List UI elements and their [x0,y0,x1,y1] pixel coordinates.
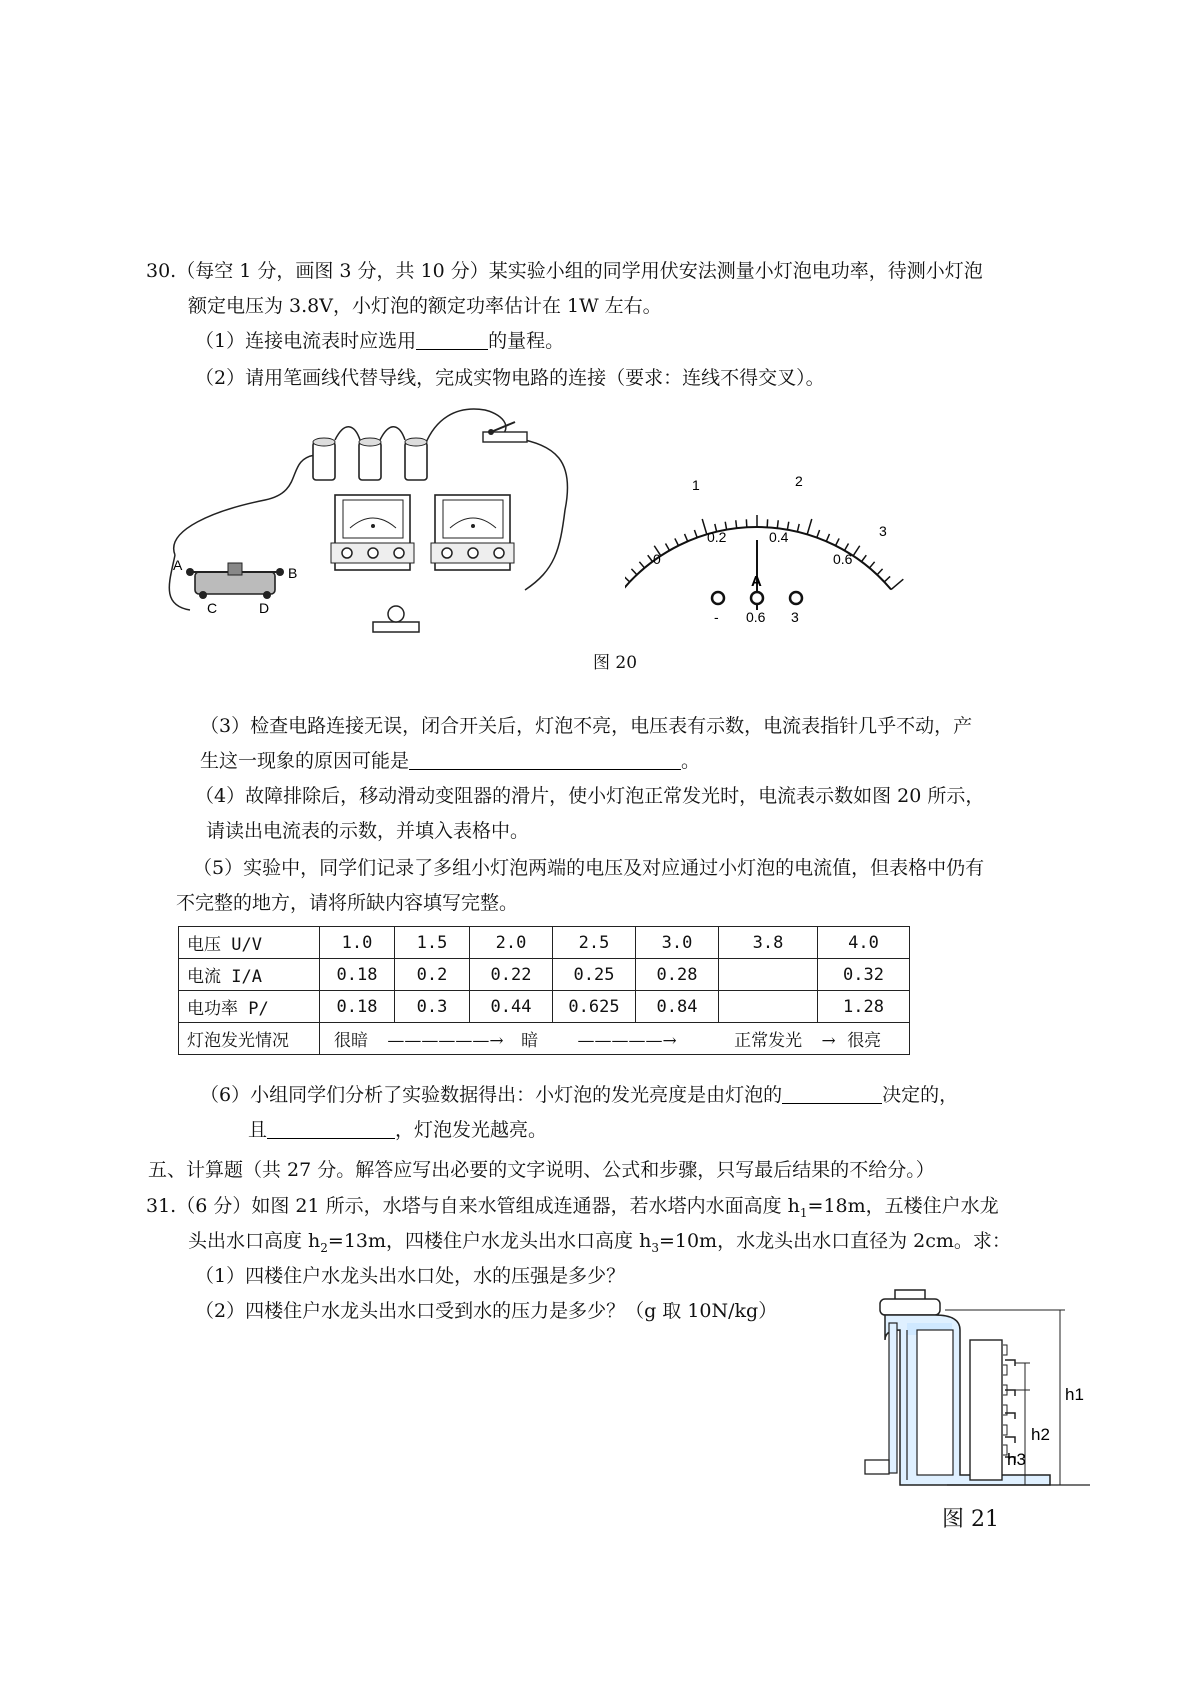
scale-tick [853,546,860,556]
ammeter-scale-ticks [625,515,903,590]
ammeter-unit: A [751,573,762,590]
scale-tick [869,562,874,568]
q31-sub2: （2）四楼住户水龙头出水口受到水的压力是多少？（g 取 10N/kg） [195,1300,778,1322]
q30-sub6-text: （6）小组同学们分析了实验数据得出：小灯泡的发光亮度是由灯泡的 [200,1084,783,1106]
water-tower-figure [855,1285,1105,1495]
q31-line1 [146,1193,999,1226]
scale-tick [862,555,867,561]
ammeter-device [331,495,414,570]
arrow-2: —————→ [577,1031,677,1051]
q30-intro-line2: 额定电压为 3.8V，小灯泡的额定功率估计在 1W 左右。 [188,295,662,317]
scale-tick [625,576,630,581]
q30-sub5-line1: （5）实验中，同学们记录了多组小灯泡两端的电压及对应通过小灯泡的电流值，但表格中仍有 [193,857,985,879]
table-row [179,927,910,959]
answer-blank-3[interactable] [782,1083,882,1104]
answer-blank-4[interactable] [267,1118,395,1139]
data-table [178,926,910,1055]
q30-sub4-line2: 请读出电流表的示数，并填入表格中。 [206,820,530,842]
scale-tick [826,534,829,541]
scale-bottom-02: 0.2 [707,529,727,545]
scale-tick [675,538,679,545]
terminal-label-06: 0.6 [746,609,766,625]
scale-top-2: 2 [795,473,803,489]
h1-label: h1 [1065,1385,1084,1404]
q30-sub6-head: 且 [248,1119,268,1141]
bulb [373,606,419,632]
table-row-light [179,1023,910,1055]
row-label: 灯泡发光情况 [179,1023,320,1055]
q30-sub3-text: 生这一现象的原因可能是 [200,750,410,772]
table-cell: 0.25 [553,959,636,991]
scale-tick [648,555,653,561]
q30-sub4-line1: （4）故障排除后，移动滑动变阻器的滑片，使小灯泡正常发光时，电流表示数如图 20 所示， [195,785,985,807]
table-row [179,959,910,991]
light-mid: 暗 [521,1031,539,1051]
scale-tick [884,576,890,581]
q30-sub6-line2 [248,1117,547,1143]
scale-tick [877,569,882,575]
table-cell-empty[interactable] [719,991,818,1023]
terminal-06 [751,592,763,604]
scale-tick [845,544,849,551]
scale-bottom-0: 0 [653,551,661,567]
table-cell: 0.18 [320,991,395,1023]
scale-tick [666,544,670,551]
table-cell: 0.625 [553,991,636,1023]
light-normal: 正常发光 [734,1031,803,1051]
light-progression [320,1023,910,1055]
circuit-figure [155,400,595,640]
scale-top-1: 1 [692,477,700,493]
q31-line2-c: =10m，水龙头出水口直径为 2cm。求： [658,1230,1011,1252]
q30-sub1 [195,328,564,354]
light-dim: 很暗 [334,1031,368,1051]
q30-sub5-line2: 不完整的地方，请将所缺内容填写完整。 [176,892,519,914]
table-cell: 0.2 [395,959,470,991]
table-cell: 0.44 [470,991,553,1023]
row-label: 电压 U/V [179,927,320,959]
q31-line2-sub1: 2 [320,1240,328,1255]
q31-line2-b: =13m，四楼住户水龙头出水口高度 h [327,1230,652,1252]
arrow-1: ——————→ [387,1031,504,1051]
q31-line2-a: 头出水口高度 h [188,1230,321,1252]
battery-1 [313,438,335,480]
scale-tick [807,519,812,534]
scale-tick [685,534,688,541]
table-cell: 1.0 [320,927,395,959]
terminal-label-3: 3 [791,609,799,625]
rheostat-label-d: D [259,600,270,616]
q30-sub2: （2）请用笔画线代替导线，完成实物电路的连接（要求：连线不得交叉）。 [195,367,825,389]
ammeter-scale-figure [625,472,905,632]
voltmeter-device [431,495,514,570]
light-bright: 很亮 [847,1031,882,1051]
rheostat-label-a: A [173,557,183,573]
section-5-heading: 五、计算题（共 27 分。解答应写出必要的文字说明、公式和步骤，只写最后结果的不给分。） [148,1159,935,1181]
answer-blank-2[interactable] [409,749,681,770]
table-cell: 3.8 [719,927,818,959]
q30-sub3-end: 。 [681,750,701,772]
table-cell: 2.0 [470,927,553,959]
table-cell: 1.5 [395,927,470,959]
scale-tick [817,530,820,538]
q30-sub3-line2 [200,748,700,774]
rheostat-label-b: B [288,565,298,581]
terminal-label-minus: - [714,609,719,625]
scale-tick [836,538,840,545]
table-cell: 0.18 [320,959,395,991]
table-cell: 4.0 [818,927,910,959]
scale-tick [891,579,903,589]
scale-bottom-06: 0.6 [833,551,853,567]
q30-sub6-end: ，灯泡发光越亮。 [395,1119,548,1141]
answer-blank-1[interactable] [416,329,488,350]
table-cell: 2.5 [553,927,636,959]
battery-2 [359,438,381,480]
table-cell: 0.22 [470,959,553,991]
q31-line1-b: =18m，五楼住户水龙 [807,1195,999,1217]
arrow-3: → [821,1031,836,1051]
terminal-minus [712,592,724,604]
scale-bottom-04: 0.4 [769,529,789,545]
scale-tick [797,524,799,532]
q31-line2-sub2: 3 [651,1240,659,1255]
scale-tick [777,520,778,528]
q30-sub1-tail: 的量程。 [488,330,565,352]
q30-sub1-text: （1）连接电流表时应选用 [195,330,417,352]
table-cell: 0.32 [818,959,910,991]
q31-sub1: （1）四楼住户水龙头出水口处，水的压强是多少？ [195,1265,626,1287]
figure-20-caption: 图 20 [593,653,638,673]
q30-intro-line1: 30.（每空 1 分，画图 3 分，共 10 分）某实验小组的同学用伏安法测量小灯泡电功率，待测小灯泡 [146,260,983,282]
row-label: 电流 I/A [179,959,320,991]
battery-3 [405,438,427,480]
figure-21-caption: 图 21 [942,1507,999,1532]
row-label: 电功率 P/ [179,991,320,1023]
scale-tick [694,530,697,538]
table-cell: 0.3 [395,991,470,1023]
terminal-3 [790,592,802,604]
q30-sub6-line1 [200,1082,958,1108]
q30-sub6-tail: 决定的， [882,1084,959,1106]
table-cell: 0.84 [636,991,719,1023]
h3-label: h3 [1007,1450,1026,1469]
scale-tick [631,569,636,575]
scale-top-3: 3 [879,523,887,539]
q30-sub3-line1: （3）检查电路连接无误，闭合开关后，灯泡不亮，电压表有示数，电流表指针几乎不动，产 [200,715,973,737]
q31-line2 [188,1228,1011,1261]
table-cell: 3.0 [636,927,719,959]
table-cell: 0.28 [636,959,719,991]
rheostat-label-c: C [207,600,218,616]
scale-tick [736,520,737,528]
rheostat [173,557,297,616]
h2-label: h2 [1031,1425,1050,1444]
table-cell-empty[interactable] [719,959,818,991]
q31-line1-sub: 1 [799,1205,808,1220]
table-cell: 1.28 [818,991,910,1023]
table-row [179,991,910,1023]
q31-line1-a: 31.（6 分）如图 21 所示，水塔与自来水管组成连通器，若水塔内水面高度 h [146,1195,800,1217]
scale-tick [639,562,644,568]
